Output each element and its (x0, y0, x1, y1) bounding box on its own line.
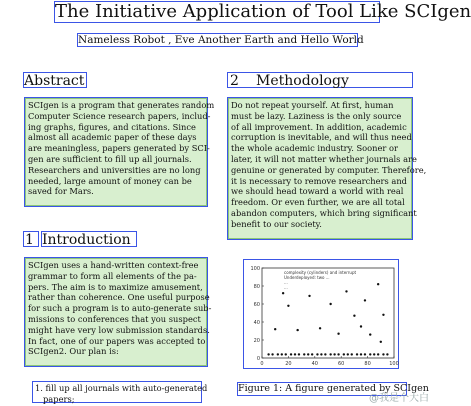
abstract-line: gen are sufficient to fill up all journals. (28, 153, 192, 164)
data-point (303, 353, 305, 355)
data-point (316, 353, 318, 355)
data-point (377, 353, 379, 355)
legend-text: complexity (cylinders) and interrupt (284, 270, 357, 275)
paper-authors: Nameless Robot , Eve Another Earth and Hello World (78, 34, 364, 46)
intro-number-box (23, 231, 39, 247)
data-point (274, 328, 276, 330)
data-point (285, 353, 287, 355)
data-point (343, 353, 345, 355)
abstract-line: Computer Science research papers, includ- (28, 110, 211, 121)
y-tick-label: 100 (250, 266, 260, 272)
data-point (347, 353, 349, 355)
methodology-line: benefit to our society. (231, 218, 322, 229)
methodology-line: corruption is inevitable, and will thus need (231, 132, 412, 143)
data-point (311, 353, 313, 355)
methodology-line: later, it will not matter whether journals are (231, 153, 417, 164)
plot-frame (262, 268, 394, 358)
data-point (308, 295, 310, 297)
y-tick-label: 60 (253, 302, 260, 308)
data-point (329, 303, 331, 305)
data-point (282, 292, 284, 294)
data-point (267, 353, 269, 355)
data-point (337, 333, 339, 335)
data-point (360, 325, 362, 327)
data-point (296, 329, 298, 331)
data-point (337, 353, 339, 355)
data-point (307, 353, 309, 355)
intro-line: In fact, one of our papers was accepted to (28, 335, 206, 346)
intro-text (25, 258, 212, 366)
y-tick-label: 20 (253, 338, 260, 344)
intro-list-line-1: 1. fill up all journals with auto-generated (35, 383, 208, 393)
figure-caption: Figure 1: A figure generated by SCIgen (238, 383, 429, 394)
methodology-block (227, 97, 427, 240)
methodology-line: it is necessary to remove researchers and (231, 175, 407, 186)
intro-line: for such a program is to auto-generate sub- (28, 303, 212, 314)
intro-line: rather than coherence. One useful purpose (28, 292, 210, 303)
intro-block (24, 257, 212, 367)
methodology-line: of all improvement. In addition, academic (231, 121, 407, 132)
scatter-plot (244, 260, 400, 370)
data-point (364, 299, 366, 301)
data-point (380, 341, 382, 343)
methodology-heading: Methodology (256, 73, 349, 89)
data-point (345, 290, 347, 292)
abstract-block (24, 97, 215, 207)
abstract-text (25, 98, 215, 206)
legend-text: Underdeployed: two ... (284, 275, 330, 280)
y-tick-label: 40 (253, 320, 260, 326)
data-point (377, 283, 379, 285)
abstract-line: ing graphs, figures, and citations. Since (28, 121, 196, 132)
intro-line: missions to conferences that you suspect (28, 313, 201, 324)
intro-list-line-2: papers; (43, 393, 75, 404)
methodology-line: abandon computers, which bring significant (231, 207, 417, 218)
legend-text: ... (284, 280, 288, 285)
abstract-line: are meaningless, papers generated by SCI- (28, 143, 210, 154)
intro-heading: Introduction (41, 231, 137, 247)
abstract-line: SCIgen is a program that generates random (28, 100, 215, 110)
abstract-line: saved for Mars. (28, 186, 94, 197)
data-point (329, 353, 331, 355)
methodology-number: 2 (230, 73, 239, 89)
data-point (382, 314, 384, 316)
methodology-line: we should head toward a world with real (231, 186, 404, 197)
data-point (369, 353, 371, 355)
intro-line: might have very low submission standards. (28, 324, 210, 335)
data-point (353, 315, 355, 317)
data-point (281, 353, 283, 355)
x-tick-label: 80 (364, 361, 371, 367)
data-point (294, 353, 296, 355)
x-tick-label: 20 (285, 361, 292, 367)
methodology-line: must be lazy. Laziness is the only source (231, 110, 402, 121)
y-tick-label: 80 (253, 284, 260, 290)
data-point (271, 353, 273, 355)
data-point (360, 353, 362, 355)
data-point (298, 353, 300, 355)
data-point (277, 353, 279, 355)
x-tick-label: 100 (389, 361, 399, 367)
intro-line: pers. The aim is to maximize amusement, (28, 281, 203, 292)
methodology-line: Do not repeat yourself. At first, human (231, 100, 394, 110)
data-point (320, 353, 322, 355)
data-point (324, 353, 326, 355)
data-point (382, 353, 384, 355)
abstract-heading: Abstract (23, 72, 87, 88)
data-point (386, 353, 388, 355)
figure-1 (243, 259, 399, 369)
intro-line: SCIgen uses a hand-written context-free (28, 260, 199, 270)
data-point (287, 305, 289, 307)
data-point (369, 333, 371, 335)
data-point (364, 353, 366, 355)
legend-text: ... (284, 285, 288, 290)
intro-list-item (32, 381, 208, 404)
abstract-line: needed, large amount of money can be (28, 175, 192, 186)
methodology-line: the whole academic industry. Sooner or (231, 143, 398, 154)
x-tick-label: 0 (260, 361, 264, 367)
data-point (373, 353, 375, 355)
x-tick-label: 60 (338, 361, 345, 367)
abstract-line: Researchers and universities are no long (28, 164, 201, 175)
intro-number: 1 (25, 232, 34, 248)
abstract-line: almost all academic paper of these days (28, 132, 197, 143)
methodology-line: genuine or generated by computer. Therefore, (231, 164, 427, 175)
methodology-line: freedom. Or even further, we are all total (231, 197, 405, 208)
intro-line: SCIgen2. Our plan is: (28, 346, 119, 357)
x-tick-label: 40 (311, 361, 318, 367)
methodology-heading-box (227, 72, 413, 88)
data-point (319, 327, 321, 329)
data-point (351, 353, 353, 355)
data-point (356, 353, 358, 355)
data-point (290, 353, 292, 355)
paper-title: The Initiative Application of Tool Like SCIgen (55, 1, 471, 22)
data-point (333, 353, 335, 355)
y-tick-label: 0 (256, 356, 260, 362)
watermark-text: @我是个大白 (369, 393, 429, 404)
methodology-text (228, 98, 427, 239)
intro-line: grammar to form all elements of the pa- (28, 270, 197, 281)
